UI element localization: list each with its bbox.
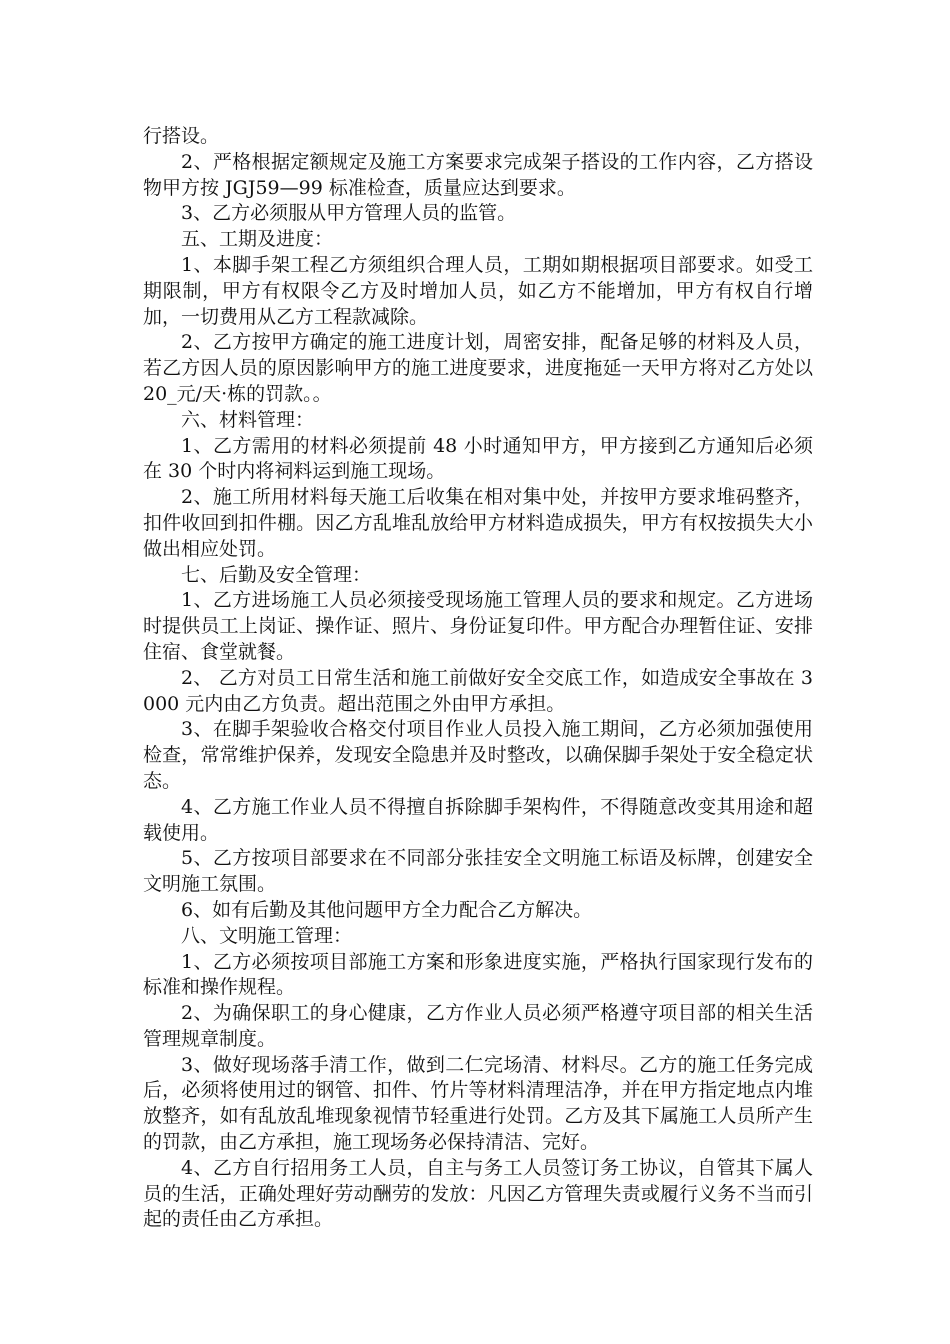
paragraph: 3、在脚手架验收合格交付项目作业人员投入施工期间，乙方必须加强使用检查，常常维护保养，发现安全隐患并及时整改，以确保脚手架处于安全稳定状态。: [143, 718, 813, 792]
paragraph: 4、乙方施工作业人员不得擅自拆除脚手架构件，不得随意改变其用途和超载使用。: [143, 795, 813, 844]
paragraph: 2、严格根据定额规定及施工方案要求完成架子搭设的工作内容，乙方搭设物甲方按 JGJ59—99 标准检查，质量应达到要求。: [143, 150, 813, 199]
document-body: [143, 124, 813, 1233]
paragraph: 1、本脚手架工程乙方须组织合理人员，工期如期根据项目部要求。如受工期限制，甲方有权限令乙方及时增加人员，如乙方不能增加，甲方有权自行增加，一切费用从乙方工程款减除。: [143, 253, 813, 328]
paragraph: 2、乙方按甲方确定的施工进度计划，周密安排，配备足够的材料及人员，若乙方因人员的原因影响甲方的施工进度要求，进度拖延一天甲方将对乙方处以 20_元/天·栋的罚款。。: [143, 331, 813, 405]
paragraph: 1、乙方必须按项目部施工方案和形象进度实施，严格执行国家现行发布的标准和操作规程。: [143, 950, 813, 999]
paragraph: 1、乙方进场施工人员必须接受现场施工管理人员的要求和规定。乙方进场时提供员工上岗证、操作证、照片、身份证复印件。甲方配合办理暂住证、安排住宿、食堂就餐。: [143, 589, 813, 663]
paragraph: 2、为确保职工的身心健康，乙方作业人员必须严格遵守项目部的相关生活管理规章制度。: [143, 1002, 813, 1050]
paragraph: 6、如有后勤及其他问题甲方全力配合乙方解决。: [181, 898, 593, 921]
paragraph: 五、工期及进度：: [181, 228, 334, 251]
paragraph: 4、乙方自行招用务工人员，自主与务工人员签订务工协议，自管其下属人员的生活，正确处理好劳动酬劳的发放：凡因乙方管理失责或履行义务不当而引起的责任由乙方承担。: [143, 1156, 813, 1231]
paragraph: 5、乙方按项目部要求在不同部分张挂安全文明施工标语及标牌，创建安全文明施工氛围。: [143, 847, 813, 896]
paragraph: 八、文明施工管理：: [181, 924, 353, 947]
paragraph: 2、施工所用材料每天施工后收集在相对集中处，并按甲方要求堆码整齐，扣件收回到扣件棚。因乙方乱堆乱放给甲方材料造成损失，甲方有权按损失大小做出相应处罚。: [143, 486, 813, 560]
paragraph: 1、乙方需用的材料必须提前 48 小时通知甲方，甲方接到乙方通知后必须在 30 个时内将祠料运到施工现场。: [143, 434, 813, 483]
paragraph: 七、后勤及安全管理：: [181, 563, 372, 586]
paragraph: 3、乙方必须服从甲方管理人员的监管。: [181, 202, 517, 225]
paragraph: 2、 乙方对员工日常生活和施工前做好安全交底工作，如造成安全事故在 3000 元内由乙方负责。超出范围之外由甲方承担。: [143, 666, 813, 715]
paragraph: 行搭设。: [143, 125, 220, 147]
paragraph: 3、做好现场落手清工作，做到二仁完场清、材料尽。乙方的施工任务完成后，必须将使用过的钢管、扣件、竹片等材料清理洁净，并在甲方指定地点内堆放整齐，如有乱放乱堆现象视情节轻重进行处罚。乙方及其下属施工人员所产生的罚款，由乙方承担，施工现场务必保持清洁、完好。: [143, 1053, 813, 1154]
paragraph: 六、材料管理：: [181, 408, 315, 431]
